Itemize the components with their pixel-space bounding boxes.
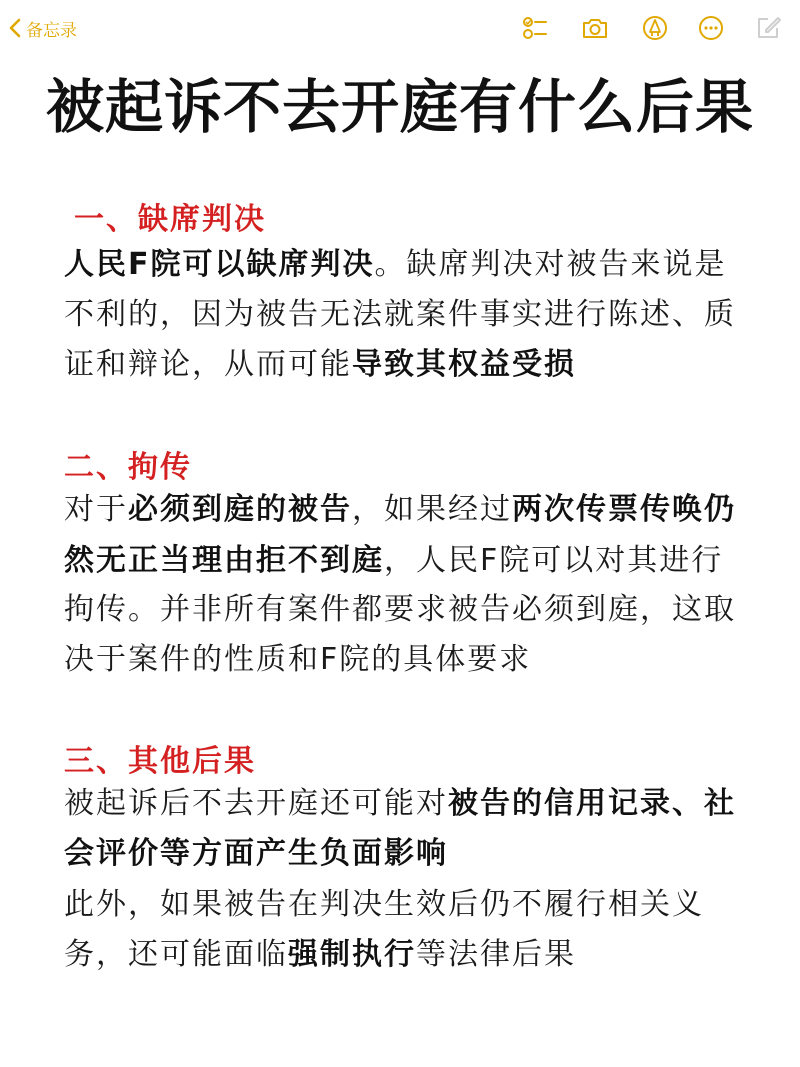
bold-text-run: 然无正当理由拒不到庭	[64, 543, 384, 578]
body-line	[64, 881, 744, 929]
text-run: ，人民F院可以对其进行	[384, 543, 724, 578]
text-run: 等法律后果	[416, 937, 576, 972]
text-run: 决于案件的性质和F院的具体要求	[64, 642, 532, 677]
body-line	[64, 931, 744, 979]
checklist-icon	[521, 15, 549, 41]
body-line	[64, 537, 744, 585]
bold-text-run: 必须到庭的被告	[128, 492, 352, 527]
body-line	[64, 780, 744, 828]
text-run: ，如果经过	[352, 492, 512, 527]
text-run: 务，还可能面临	[64, 937, 288, 972]
camera-icon	[581, 15, 609, 41]
bold-text-run: 人民F院可以缺席判决	[64, 247, 375, 282]
section-heading-2: 二、拘传	[64, 450, 192, 485]
compose-icon	[755, 15, 783, 41]
bold-text-run: 会评价等方面产生负面影响	[64, 836, 448, 871]
text-run: 证和辩论，从而可能	[64, 347, 352, 382]
back-button[interactable]	[8, 14, 77, 42]
body-line	[64, 636, 744, 684]
top-navigation-bar	[0, 0, 800, 56]
compose-button[interactable]	[754, 14, 784, 42]
body-line	[64, 341, 744, 389]
text-run: 拘传。并非所有案件都要求被告必须到庭，这取	[64, 592, 736, 627]
bold-text-run: 导致其权益受损	[352, 347, 576, 382]
body-line	[64, 486, 744, 534]
back-label: 备忘录	[26, 20, 77, 41]
bold-text-run: 被告的信用记录、社	[448, 786, 736, 821]
bold-text-run: 两次传票传唤仍	[512, 492, 736, 527]
more-icon	[697, 15, 725, 41]
chevron-left-icon	[8, 17, 22, 39]
text-run: 。缺席判决对被告来说是	[374, 247, 727, 282]
bold-text-run: 强制执行	[288, 937, 416, 972]
body-line	[64, 241, 744, 289]
note-title: 被起诉不去开庭有什么后果	[45, 73, 754, 141]
more-button[interactable]	[696, 14, 726, 42]
text-run: 此外，如果被告在判决生效后仍不履行相关义	[64, 887, 704, 922]
checklist-button[interactable]	[520, 14, 550, 42]
body-line	[64, 291, 744, 339]
body-line	[64, 586, 744, 634]
section-heading-1: 一、缺席判决	[74, 202, 266, 237]
text-run: 不利的，因为被告无法就案件事实进行陈述、质	[64, 297, 736, 332]
body-line	[64, 830, 744, 878]
section-heading-3: 三、其他后果	[64, 744, 256, 779]
camera-button[interactable]	[580, 14, 610, 42]
markup-pen-icon	[641, 15, 669, 41]
markup-button[interactable]	[640, 14, 670, 42]
text-run: 被起诉后不去开庭还可能对	[64, 786, 448, 821]
text-run: 对于	[64, 492, 128, 527]
